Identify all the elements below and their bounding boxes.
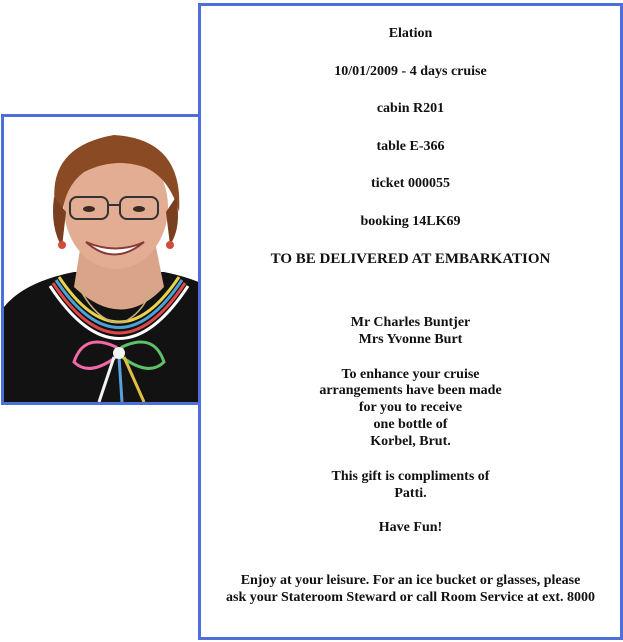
message-line-5: Korbel, Brut. [370,434,451,449]
ticket-line: ticket 000055 [371,176,450,191]
table-line: table E-366 [376,139,445,154]
ship-name: Elation [388,26,433,41]
delivery-note: TO BE DELIVERED AT EMBARKATION [270,251,551,267]
footer-line-1: Enjoy at your leisure. For an ice bucket or glasses, please [240,573,581,588]
recipient-1: Mr Charles Buntjer [350,315,471,330]
recipient-2: Mrs Yvonne Burt [358,332,463,347]
message-line-3: for you to receive [358,400,463,415]
gift-line-1: This gift is compliments of [331,469,490,484]
message-line-4: one bottle of [373,417,448,432]
footer-line-2: ask your Stateroom Steward or call Room Service at ext. 8000 [226,590,595,605]
gift-line-2: Patti. [394,486,427,501]
closing-line: Have Fun! [378,520,443,535]
message-line-1: To enhance your cruise [341,367,480,382]
cruise-date-line: 10/01/2009 - 4 days cruise [334,64,487,79]
message-line-2: arrangements have been made [319,383,502,398]
cabin-line: cabin R201 [376,101,445,116]
booking-line: booking 14LK69 [360,214,461,229]
gift-notice-card [198,3,623,640]
